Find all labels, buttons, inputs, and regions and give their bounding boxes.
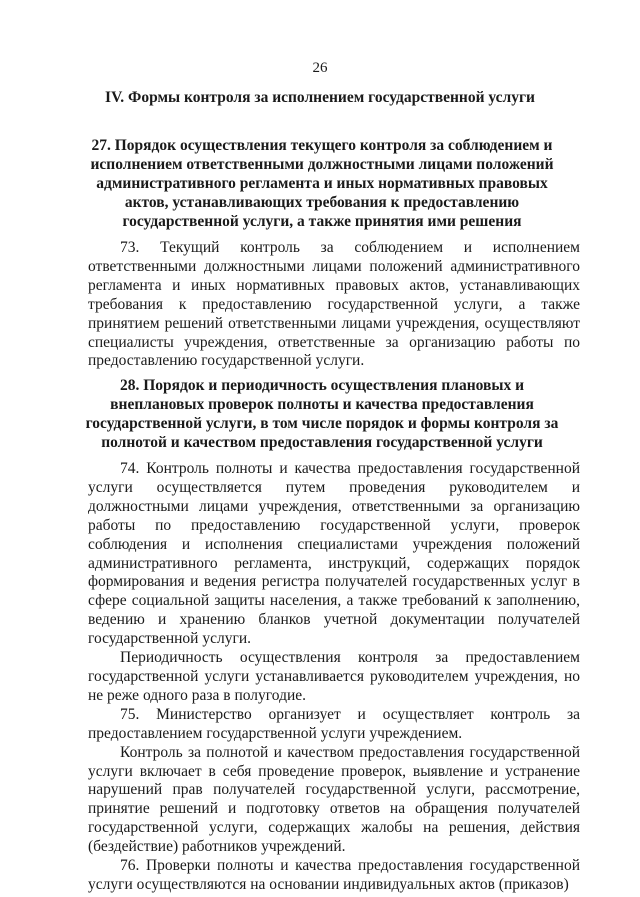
section-title: IV. Формы контроля за исполнением государственной услуги [105,89,535,106]
page-number: 26 [312,60,328,76]
subsection-27-body [88,239,580,371]
paragraph-73: 73. Текущий контроль за соблюдением и исполнением ответственными должностными лицами положений административного регламента и иных нормативных правовых актов, устанавливающих требования к предоставлению государственной услуги, а также принятием решений ответственными лицами учреждения, осуществляют специалисты учреждения, ответственные за организацию работы по предоставлению государственной услуги. [88,239,580,370]
subsection-28-body [88,460,580,895]
paragraph-periodicity: Периодичность осуществления контроля за предоставлением государственной услуги устанавливается руководителем учреждения, но не реже одного раза в полугодие. [88,649,580,704]
subsection-27-title: 27. Порядок осуществления текущего контроля за соблюдением и исполнением ответственными должностными лицами положений административного регламента и иных нормативных правовых актов, устанавливающих требования к предоставлению государственной услуги, а также принятия ими решения [90,137,554,230]
paragraph-74: 74. Контроль полноты и качества предоставления государственной услуги осуществляется путем проведения руководителем и должностными лицами учреждения, ответственными за организацию работы по предоставлению государственной услуги, проверок соблюдения и исполнения специалистами учреждения положений административного регламента, инструкций, содержащих порядок формирования и ведения регистра получателей государственных услуг в сфере социальной защиты населения, а также требований к заполнению, ведению и хранению бланков учетной документации получателей государственной услуги. [88,460,580,648]
subsection-28-title: 28. Порядок и периодичность осуществления плановых и внеплановых проверок полноты и качества предоставления государственной услуги, в том числе порядок и формы контроля за полнотой и качеством предоставления государственной услуги [85,377,559,451]
paragraph-75: 75. Министерство организует и осуществляет контроль за предоставлением государственной услуги учреждением. [88,705,580,742]
paragraph-control-scope: Контроль за полнотой и качеством предоставления государственной услуги включает в себя проведение проверок, выявление и устранение нарушений прав получателей государственной услуги, рассмотрение, принятие решений и подготовку ответов на обращения получателей государственной услуги, содержащих жалобы на решения, действия (бездействие) работников учреждений. [88,743,580,856]
paragraph-76: 76. Проверки полноты и качества предоставления государственной услуги осуществляются на основании индивидуальных актов (приказов) [88,857,580,893]
